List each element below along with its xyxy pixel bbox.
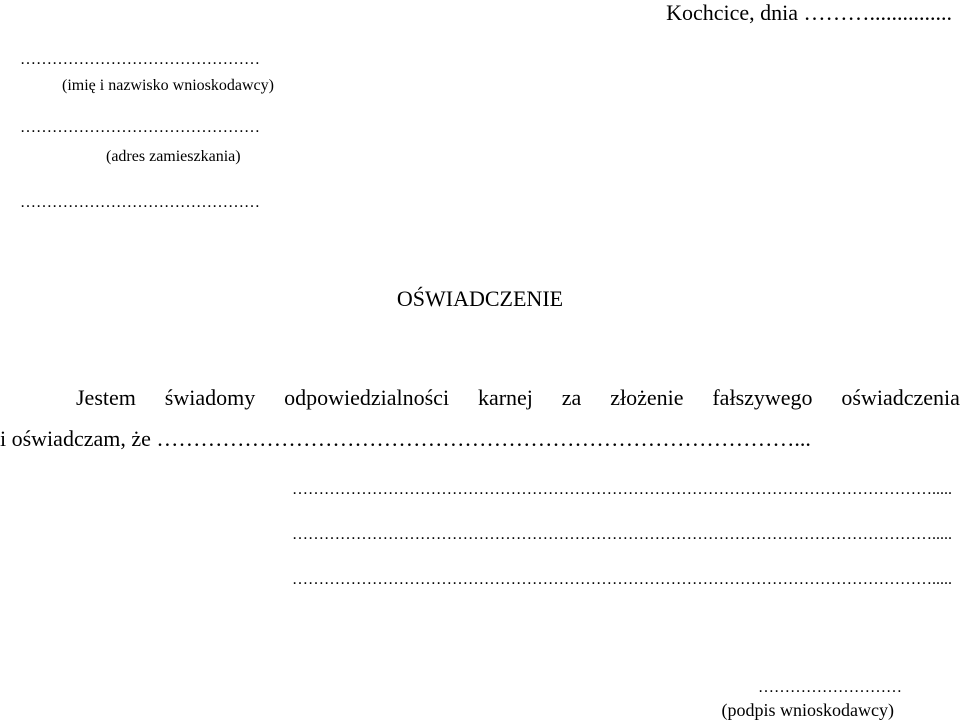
statement-line-1 [76,387,960,409]
place-and-date: Kochcice, dnia ………............... [666,0,952,25]
applicant-name-dotted-line: ……………………………………… [20,51,260,68]
statement-word: za [561,385,582,410]
statement-word: oświadczenia [841,385,960,410]
statement-line-2: i oświadczam, że ……………………………………………………………………………... [0,426,811,451]
statement-word: karnej [477,385,533,410]
signature-dotted-line: ……………………… [758,679,902,696]
address-caption: (adres zamieszkania) [106,148,241,165]
statement-word: świadomy [164,385,256,410]
statement-fill-line: …………………………………………………………………………………………………………..... [292,571,952,588]
statement-word: Jestem [76,385,136,410]
statement-word: złożenie [610,385,684,410]
address-second-dotted-line: ……………………………………… [20,194,260,211]
statement-fill-line: …………………………………………………………………………………………………………..... [292,526,952,543]
address-dotted-line: ……………………………………… [20,119,260,136]
applicant-name-caption: (imię i nazwisko wnioskodawcy) [62,77,274,94]
statement-fill-line: …………………………………………………………………………………………………………..... [292,481,952,498]
document-title: OŚWIADCZENIE [396,286,564,311]
signature-caption: (podpis wnioskodawcy) [721,700,894,720]
statement-word: odpowiedzialności [284,385,450,410]
statement-word: fałszywego [712,385,813,410]
